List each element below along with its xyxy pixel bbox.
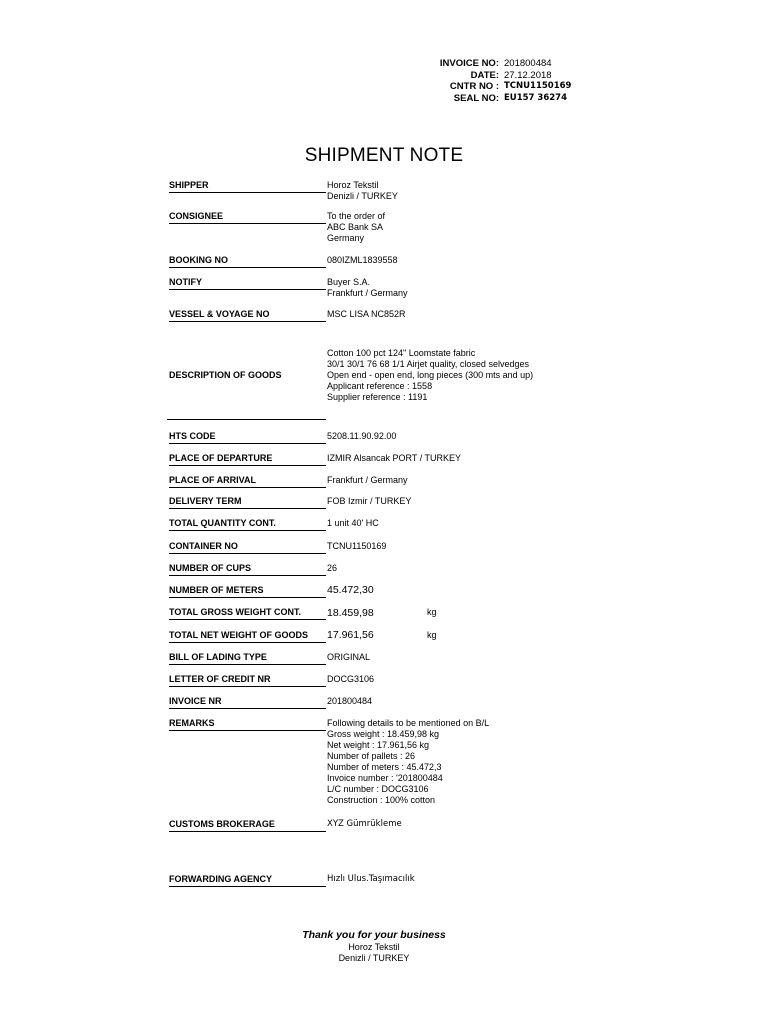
remarks-line-7: L/C number : DOCG3106 [327, 784, 429, 794]
remarks-line-6: Invoice number : '201800484 [327, 773, 443, 783]
invoice-no-label: INVOICE NO: [439, 58, 499, 69]
gross-weight-unit: kg [427, 607, 437, 617]
bl-type-value: ORIGINAL [327, 652, 371, 662]
remarks-line-8: Construction : 100% cotton [327, 795, 436, 805]
seal-value: EU157 36274 [504, 92, 567, 103]
description-line-1: Cotton 100 pct 124" Loomstate fabric [327, 348, 476, 358]
lc-value: DOCG3106 [327, 674, 375, 684]
remarks-line-3: Net weight : 17.961,56 kg [327, 740, 430, 750]
consignee-label: CONSIGNEE [169, 211, 326, 224]
quantity-value: 1 unit 40' HC [327, 518, 379, 528]
cntr-value: TCNU1150169 [504, 81, 572, 91]
remarks-line-4: Number of pallets : 26 [327, 751, 416, 761]
shipper-line-2: Denizli / TURKEY [327, 191, 398, 201]
hts-value: 5208.11.90.92.00 [327, 431, 397, 441]
departure-value: IZMIR Alsancak PORT / TURKEY [327, 453, 462, 463]
invoice-header [380, 58, 620, 104]
customs-label: CUSTOMS BROKERAGE [169, 819, 326, 832]
meters-label: NUMBER OF METERS [169, 585, 326, 598]
cups-label: NUMBER OF CUPS [169, 563, 326, 576]
shipper-line-1: Horoz Tekstil [327, 180, 379, 190]
seal-row [380, 93, 620, 105]
description-line-3: Open end - open end, long pieces (300 mts and up) [327, 370, 534, 380]
invoice-no-row [380, 58, 620, 70]
consignee-line-1: To the order of [327, 211, 386, 221]
description-line-2: 30/1 30/1 76 68 1/1 Airjet quality, closed selvedges [327, 359, 529, 369]
container-label: CONTAINER NO [169, 541, 326, 554]
notify-label: NOTIFY [169, 277, 326, 290]
departure-label: PLACE OF DEPARTURE [169, 453, 326, 466]
notify-line-2: Frankfurt / Germany [327, 288, 408, 298]
invoice-nr-label: INVOICE NR [169, 696, 326, 709]
cntr-row [380, 81, 620, 93]
net-weight-value: 17.961,56 [327, 629, 374, 641]
lc-label: LETTER OF CREDIT NR [169, 674, 326, 687]
remarks-line-1: Following details to be mentioned on B/L [327, 718, 490, 728]
delivery-value: FOB Izmir / TURKEY [327, 496, 412, 506]
quantity-label: TOTAL QUANTITY CONT. [169, 518, 326, 531]
shipper-label: SHIPPER [169, 180, 326, 193]
gross-weight-value: 18.459,98 [327, 607, 374, 619]
hts-label: HTS CODE [169, 431, 326, 444]
consignee-line-3: Germany [327, 233, 365, 243]
arrival-label: PLACE OF ARRIVAL [169, 475, 326, 488]
bl-type-label: BILL OF LADING TYPE [169, 652, 326, 665]
remarks-line-2: Gross weight : 18.459,98 kg [327, 729, 440, 739]
description-label: DESCRIPTION OF GOODS [169, 370, 282, 380]
date-row [380, 70, 620, 82]
forwarding-label: FORWARDING AGENCY [169, 874, 326, 887]
description-divider [167, 419, 326, 420]
page-footer [0, 929, 748, 963]
net-weight-label: TOTAL NET WEIGHT OF GOODS [169, 630, 326, 643]
seal-label: SEAL NO: [453, 92, 499, 104]
cups-value: 26 [327, 563, 338, 573]
arrival-value: Frankfurt / Germany [327, 475, 408, 485]
net-weight-unit: kg [427, 630, 437, 640]
notify-line-1: Buyer S.A. [327, 277, 371, 287]
cntr-label: CNTR NO : [449, 81, 499, 92]
consignee-line-2: ABC Bank SA [327, 222, 384, 232]
page-title: SHIPMENT NOTE [304, 145, 464, 166]
gross-weight-label: TOTAL GROSS WEIGHT CONT. [169, 607, 326, 620]
date-label: DATE: [470, 69, 499, 81]
container-value: TCNU1150169 [327, 541, 387, 551]
meters-value: 45.472,30 [327, 584, 374, 596]
booking-label: BOOKING NO [169, 255, 326, 268]
thank-you-note: Thank you for your business [302, 929, 446, 941]
delivery-label: DELIVERY TERM [169, 496, 326, 509]
description-line-4: Applicant reference : 1558 [327, 381, 433, 391]
vessel-value: MSC LISA NC852R [327, 309, 406, 319]
forwarding-value: Hızlı Ulus.Taşımacılık [327, 874, 415, 884]
invoice-no-value: 201800484 [504, 58, 552, 69]
booking-value: 080IZML1839558 [327, 255, 398, 265]
footer-location: Denizli / TURKEY [338, 952, 410, 963]
date-value: 27.12.2018 [504, 69, 552, 81]
remarks-label: REMARKS [169, 718, 326, 731]
customs-value: XYZ Gümrükleme [327, 819, 402, 829]
remarks-line-5: Number of meters : 45.472,3 [327, 762, 442, 772]
vessel-label: VESSEL & VOYAGE NO [169, 309, 326, 322]
description-line-5: Supplier reference : 1191 [327, 392, 428, 402]
footer-company: Horoz Tekstil [348, 942, 400, 952]
invoice-nr-value: 201800484 [327, 696, 373, 706]
